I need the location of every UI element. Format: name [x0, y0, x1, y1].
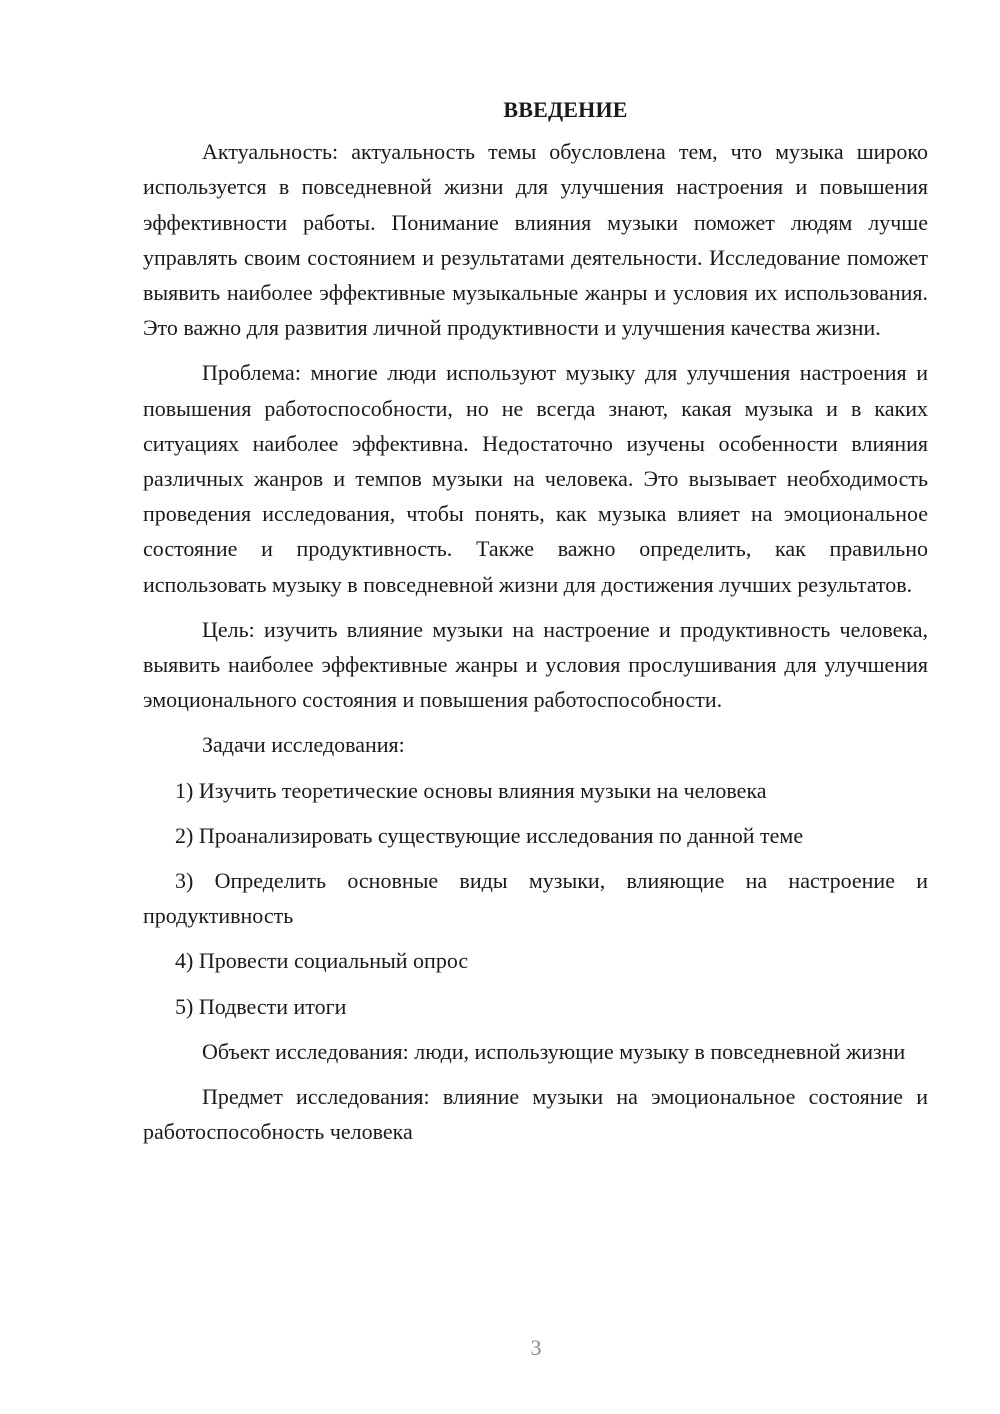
goal-paragraph: Цель: изучить влияние музыки на настроение и продуктивность человека, выявить наиболее эффективные жанры и условия прослушивания для улучшения эмоционального состояния и повышения работоспособности. [143, 616, 928, 713]
subject-paragraph: Предмет исследования: влияние музыки на эмоциональное состояние и работоспособность человека [143, 1084, 928, 1145]
task-item-5: 5) Подвести итоги [175, 993, 347, 1019]
problem-paragraph: Проблема: многие люди используют музыку для улучшения настроения и повышения работоспособности, но не всегда знают, какая музыка и в каких ситуациях наиболее эффективна. Недостаточно изучены особенности влияния различных жанров и темпов музыки на человека. Это вызывает необходимость проведения исследования, чтобы понять, как музыка влияет на эмоциональное состояние и продуктивность. Также важно определить, как правильно использовать музыку в повседневной жизни для достижения лучших результатов. [143, 360, 928, 597]
object-paragraph: Объект исследования: люди, использующие музыку в повседневной жизни [202, 1038, 906, 1064]
task-item-3: 3) Определить основные виды музыки, влияющие на настроение и продуктивность [143, 868, 928, 929]
relevance-paragraph: Актуальность: актуальность темы обусловлена тем, что музыка широко используется в повседневной жизни для улучшения настроения и повышения эффективности работы. Понимание влияния музыки поможет людям лучше управлять своим состоянием и результатами деятельности. Исследование поможет выявить наиболее эффективные музыкальные жанры и условия их использования. Это важно для развития личной продуктивности и улучшения качества жизни. [143, 139, 928, 341]
page-number: 3 [530, 1335, 542, 1360]
tasks-title: Задачи исследования: [202, 732, 405, 758]
section-heading: ВВЕДЕНИЕ [503, 97, 628, 122]
task-item-1: 1) Изучить теоретические основы влияния музыки на человека [175, 777, 767, 803]
task-item-4: 4) Провести социальный опрос [175, 948, 469, 974]
document-page [143, 92, 928, 1159]
task-item-2: 2) Проанализировать существующие исследования по данной теме [175, 822, 804, 848]
